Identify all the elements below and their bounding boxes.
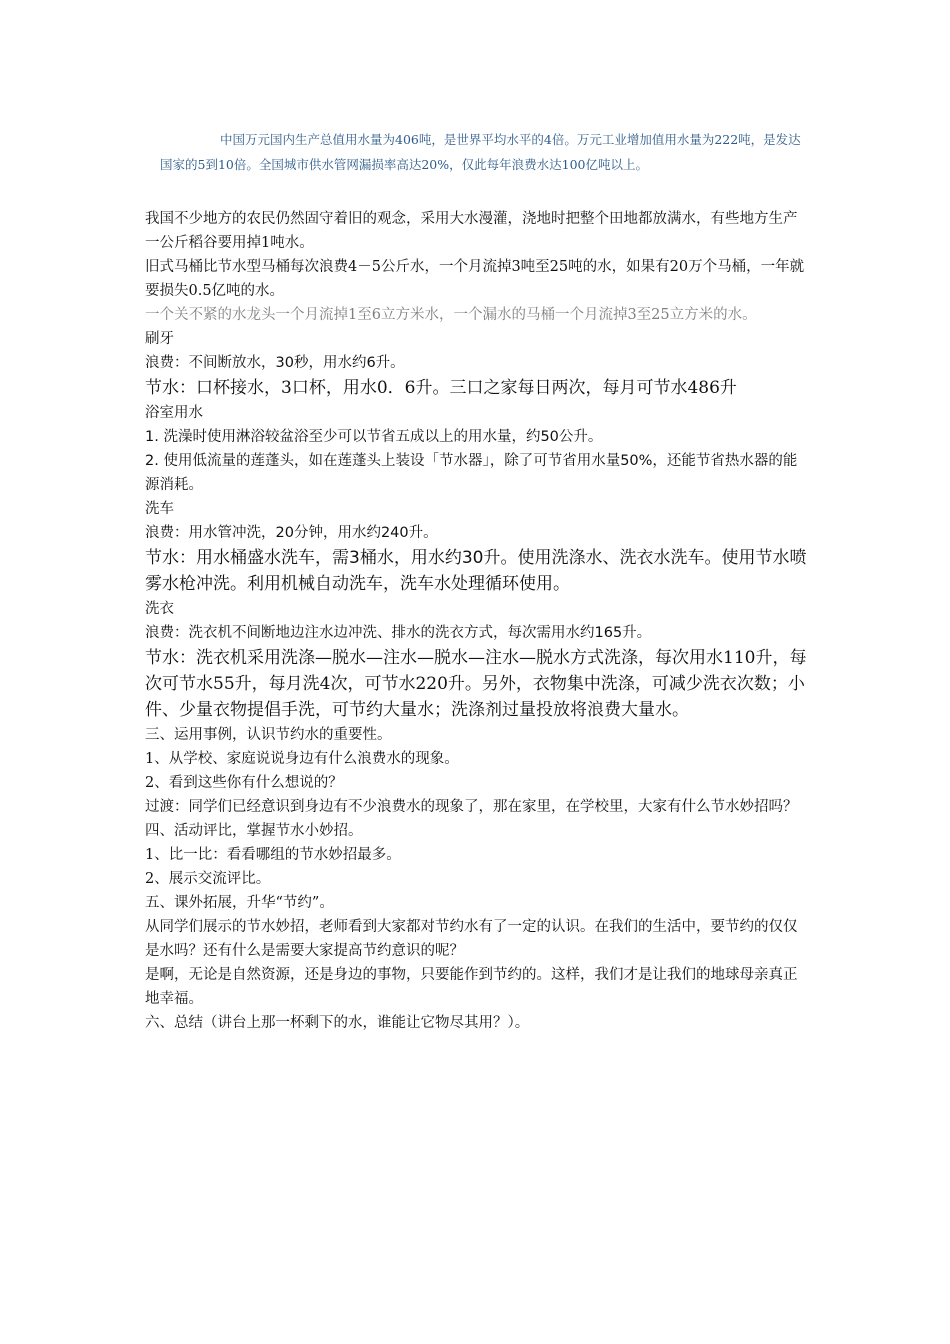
section-heading-six: 六、总结（讲台上那一杯剩下的水，谁能让它物尽其用？）。 bbox=[145, 1015, 530, 1031]
heading-laundry: 洗衣 bbox=[145, 601, 174, 617]
paragraph-car-wash-save: 节水：用水桶盛水洗车，需3桶水，用水约30升。使用洗涤水、洗衣水洗车。使用节水喷雾水枪冲洗。利用机械自动洗车，洗车水处理循环使用。 bbox=[145, 548, 807, 594]
paragraph-shower-tip: 1. 洗澡时使用淋浴较盆浴至少可以节省五成以上的用水量，约50公升。 bbox=[145, 429, 603, 445]
paragraph-conclusion: 是啊，无论是自然资源，还是身边的事物，只要能作到节约的。这样，我们才是让我们的地球母亲真正地幸福。 bbox=[145, 967, 798, 1007]
paragraph-laundry-waste: 浪费：洗衣机不间断地边注水边冲洗、排水的洗衣方式，每次需用水约165升。 bbox=[145, 625, 652, 641]
paragraph-brushing-save: 节水：口杯接水，3口杯，用水0．6升。三口之家每日两次，每月可节水486升 bbox=[145, 378, 737, 398]
section-heading-five: 五、课外拓展，升华“节约”。 bbox=[145, 895, 334, 911]
document-body bbox=[145, 207, 810, 1035]
paragraph-old-toilet: 旧式马桶比节水型马桶每次浪费4－5公斤水，一个月流掉3吨至25吨的水，如果有20万个马桶，一年就要损失0.5亿吨的水。 bbox=[145, 259, 805, 299]
paragraph-showerhead-tip: 2. 使用低流量的莲蓬头，如在莲蓬头上装设「节水器」，除了可节省用水量50%，还能节省热水器的能源消耗。 bbox=[145, 453, 798, 493]
paragraph-leaky-faucet: 一个关不紧的水龙头一个月流掉1至6立方米水，一个漏水的马桶一个月流掉3至25立方米的水。 bbox=[145, 307, 757, 323]
paragraph-car-wash-waste: 浪费：用水管冲洗，20分钟，用水约240升。 bbox=[145, 525, 438, 541]
heading-bathroom-water: 浴室用水 bbox=[145, 405, 203, 421]
heading-brushing-teeth: 刷牙 bbox=[145, 331, 174, 347]
paragraph-laundry-save: 节水：洗衣机采用洗涤—脱水—注水—脱水—注水—脱水方式洗涤，每次用水110升，每次可节水55升，每月洗4次，可节水220升。另外，衣物集中洗涤，可减少洗衣次数；小件、少量衣物提倡手洗，可节约大量水；洗涤剂过量投放将浪费大量水。 bbox=[145, 648, 807, 720]
paragraph-transition: 过渡：同学们已经意识到身边有不少浪费水的现象了，那在家里，在学校里，大家有什么节水妙招吗？ bbox=[145, 799, 798, 815]
list-item: 2、看到这些你有什么想说的？ bbox=[145, 775, 343, 791]
section-heading-four: 四、活动评比，掌握节水小妙招。 bbox=[145, 823, 363, 839]
intro-paragraph: 中国万元国内生产总值用水量为406吨，是世界平均水平的4倍。万元工业增加值用水量为222吨，是发达国家的5到10倍。全国城市供水管网漏损率高达20%，仅此每年浪费水达100亿吨以上。 bbox=[160, 132, 801, 172]
paragraph-brushing-waste: 浪费：不间断放水，30秒，用水约6升。 bbox=[145, 355, 405, 371]
heading-car-wash: 洗车 bbox=[145, 501, 174, 517]
list-item: 1、从学校、家庭说说身边有什么浪费水的现象。 bbox=[145, 751, 459, 767]
paragraph-extension: 从同学们展示的节水妙招，老师看到大家都对节约水有了一定的认识。在我们的生活中，要节约的仅仅是水吗？还有什么是需要大家提高节约意识的呢？ bbox=[145, 919, 798, 959]
list-item: 1、比一比：看看哪组的节水妙招最多。 bbox=[145, 847, 401, 863]
list-item: 2、展示交流评比。 bbox=[145, 871, 271, 887]
paragraph-farm-irrigation: 我国不少地方的农民仍然固守着旧的观念，采用大水漫灌，浇地时把整个田地都放满水，有些地方生产一公斤稻谷要用掉1吨水。 bbox=[145, 211, 798, 251]
section-heading-three: 三、运用事例，认识节约水的重要性。 bbox=[145, 727, 392, 743]
